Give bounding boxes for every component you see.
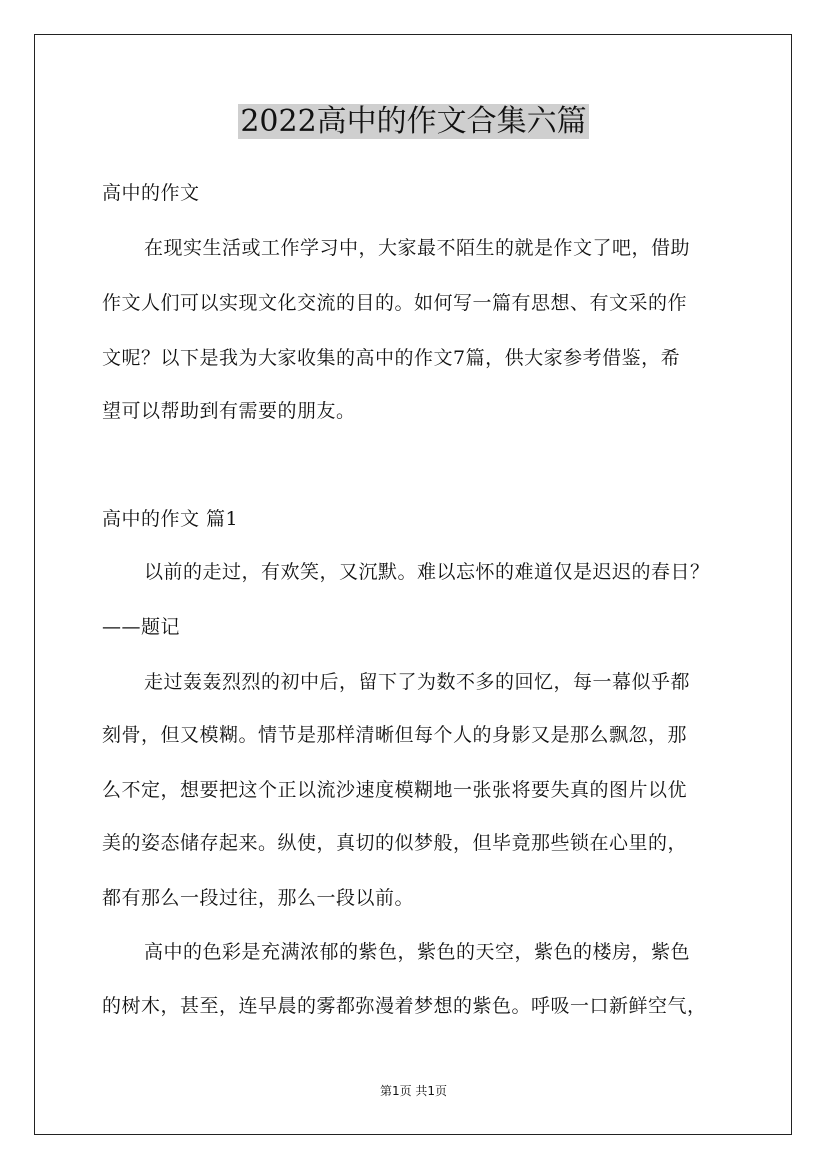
paragraph-line: 的树木，甚至，连早晨的雾都弥漫着梦想的紫色。呼吸一口新鲜空气， [102,995,707,1017]
intro-line: 望可以帮助到有需要的朋友。 [102,400,356,422]
document-title-text: 2022高中的作文合集六篇 [240,104,587,139]
epigraph-attribution: ——题记 [102,616,181,638]
section-heading: 高中的作文 篇1 [102,508,239,530]
paragraph-line: 么不定，想要把这个正以流沙速度模糊地一张张将要失真的图片以优 [102,779,688,801]
page-footer: 第1页 共1页 [379,1084,448,1098]
paragraph-line: 美的姿态储存起来。纵使，真切的似梦般，但毕竟那些锁在心里的， [102,832,688,854]
document-title [0,100,827,144]
paragraph-line: 都有那么一段过往，那么一段以前。 [102,887,415,909]
intro-heading: 高中的作文 [102,182,200,204]
paragraph-line: 走过轰轰烈烈的初中后，留下了为数不多的回忆，每一幕似乎都 [144,671,691,693]
paragraph-line: 高中的色彩是充满浓郁的紫色，紫色的天空，紫色的楼房，紫色 [144,941,691,963]
intro-line: 在现实生活或工作学习中，大家最不陌生的就是作文了吧，借助 [144,237,691,259]
paragraph-line: 刻骨，但又模糊。情节是那样清晰但每个人的身影又是那么飘忽，那 [102,724,688,746]
epigraph-line: 以前的走过，有欢笑，又沉默。难以忘怀的难道仅是迟迟的春日？ [144,561,710,583]
intro-line: 文呢？以下是我为大家收集的高中的作文7篇，供大家参考借鉴，希 [102,347,681,369]
intro-line: 作文人们可以实现文化交流的目的。如何写一篇有思想、有文采的作 [102,292,688,314]
